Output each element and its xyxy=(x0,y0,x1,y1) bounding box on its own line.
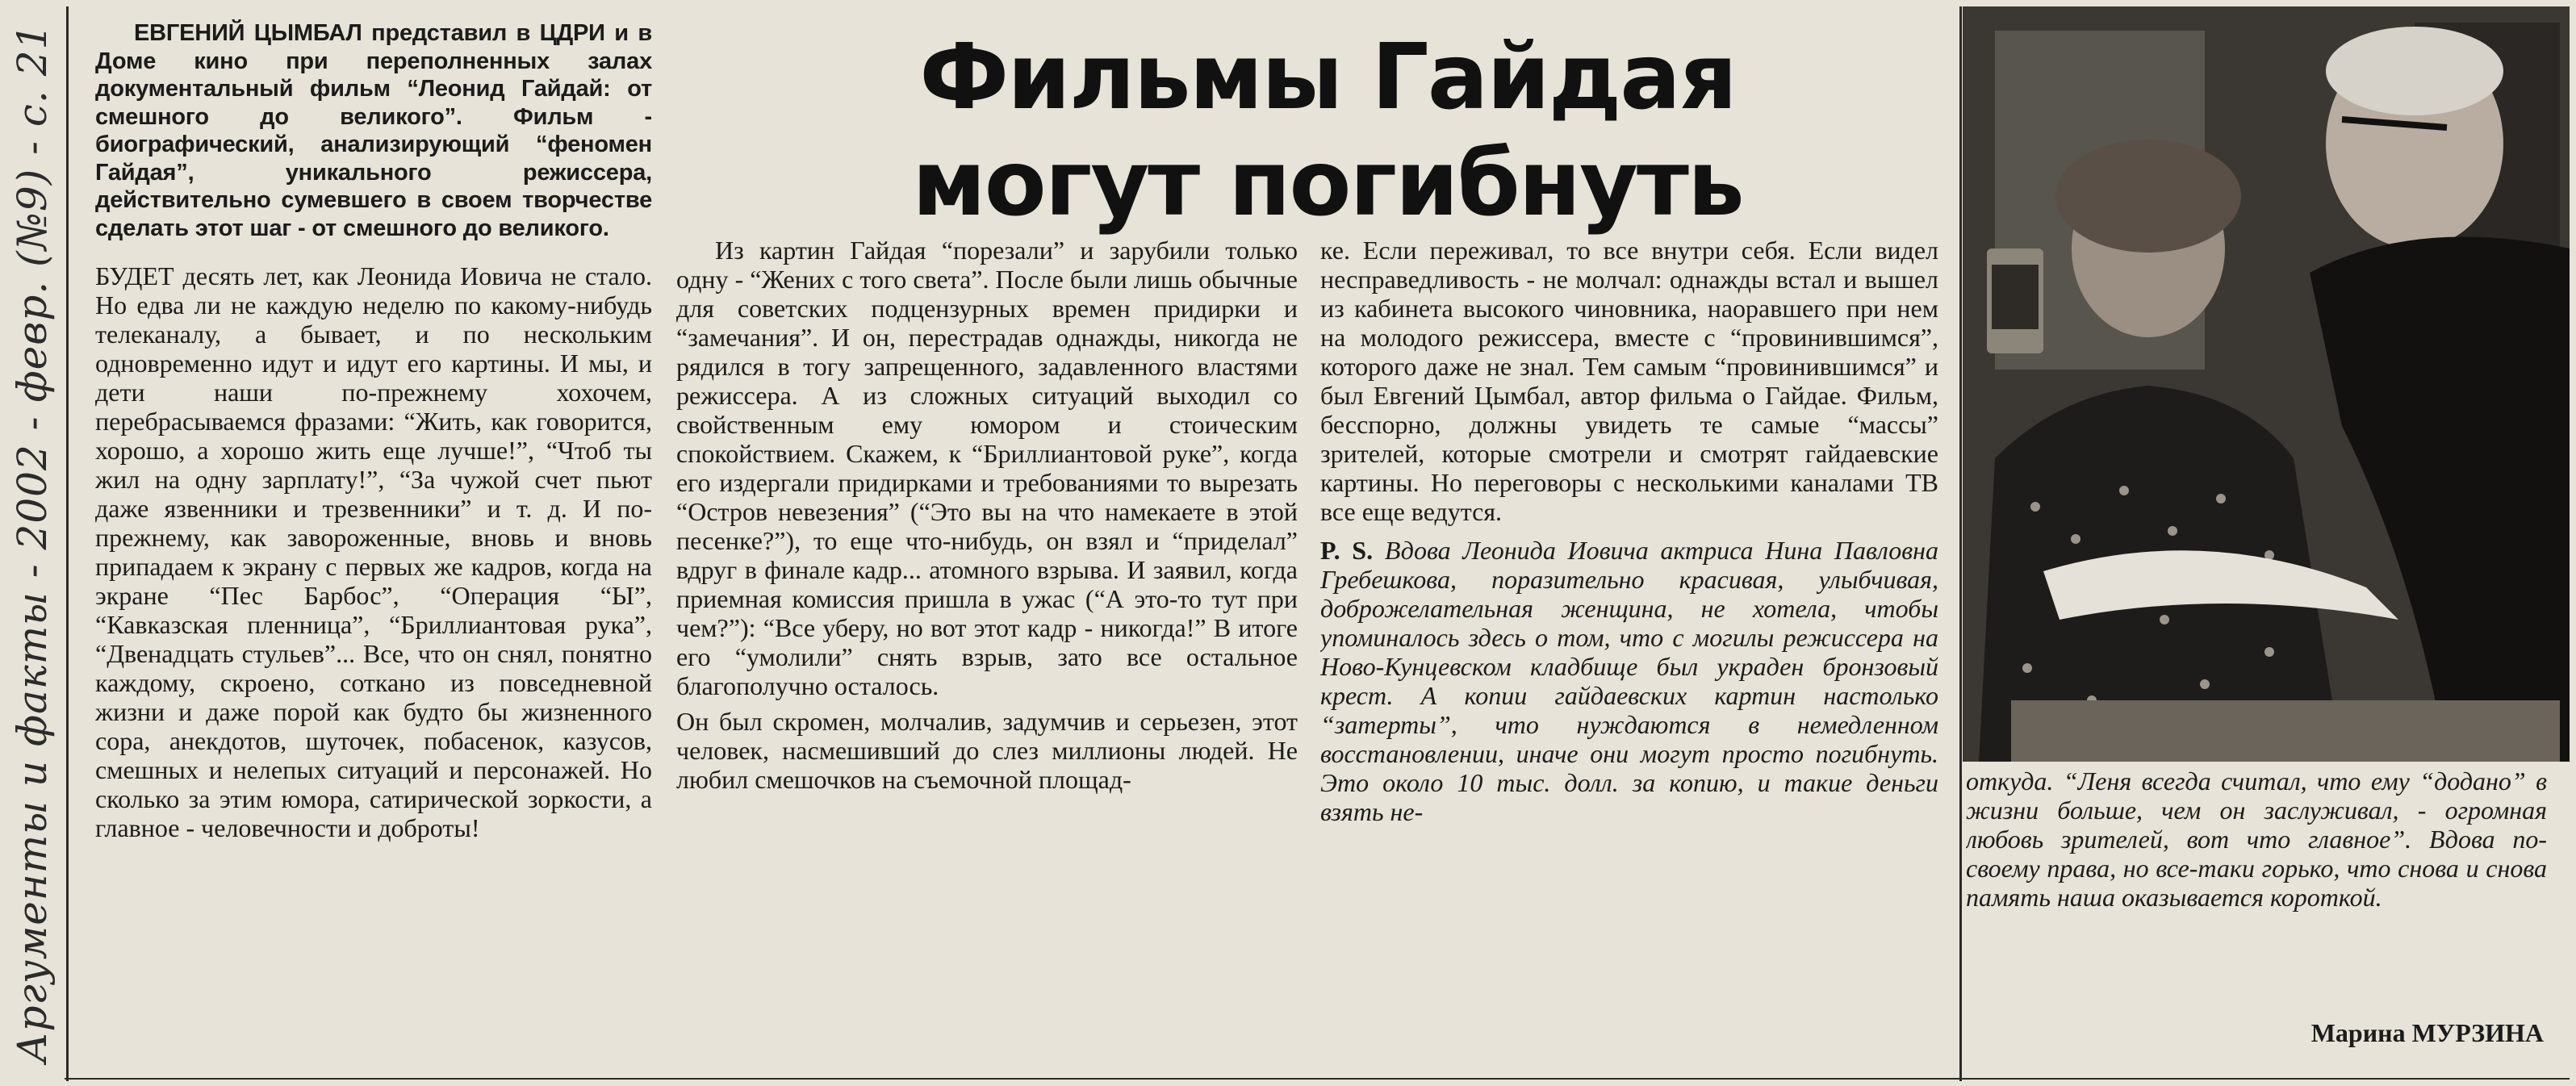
left-rule xyxy=(66,6,69,1081)
body-paragraph-1: БУДЕТ десять лет, как Леонида Иовича не стало. Но едва ли не каждую неделю по какому-нибудь телеканалу, а бывает, и по нескольким одновременно идут и идут его картины. И мы, и дети наши по-прежнему хохочем, перебрасываемся фразами: “Жить, как говорится, хорошо, а хорошо жить еще лучше!”, “Чтоб ты жил на одну зарплату!”, “За чужой счет пьют даже язвенники и трезвенники” и т. д. И по-прежнему, как завороженные, вновь и вновь припадаем к экрану с первых же кадров, когда на экране “Пес Барбос”, “Операция “Ы”, “Кавказская пленница”, “Бриллиантовая рука”, “Двенадцать стульев”... Все, что он снял, понятно каждому, скроено, соткано из повседневной жизни и даже порой как будто бы жизненного сора, анекдотов, шуточек, побасенок, казусов, смешных и нелепых ситуаций и персонажей. Но сколько за этим юмора, сатирической зоркости, а главное - человечности и доброты! xyxy=(95,261,652,842)
headline xyxy=(730,24,1925,237)
column-3 xyxy=(1320,236,1938,1075)
headline-line-2: могут погибнуть xyxy=(912,132,1743,236)
bottom-rule xyxy=(65,1078,2570,1080)
handwritten-margin-note xyxy=(0,0,65,1086)
photo-illustration xyxy=(1963,6,2570,762)
margin-note-text: Аргументы и факты - 2002 - февр. (№9) - с. 21 xyxy=(9,23,56,1063)
ps-label: P. S. xyxy=(1320,536,1374,565)
headline-line-1: Фильмы Гайдая xyxy=(919,25,1736,130)
ps-continued: откуда. “Леня всегда считал, что ему “додано” в жизни больше, чем он заслуживал, - огромная любовь зрителей, вот что главное”. Вдова по-своему права, но все-таки горько, что снова и снова память наша оказывается короткой. xyxy=(1966,766,2547,912)
ps-paragraph xyxy=(1320,536,1938,826)
column-2 xyxy=(676,236,1298,1075)
ps-text: Вдова Леонида Иовича актриса Нина Павловна Гребешкова, поразительно красивая, улыбчивая, доброжелательная женщина, не хотела, чтобы упоминалось здесь о том, что с могилы режиссера на Ново-Кунцевском кладбище был украден бронзовый крест. А копии гайдаевских картин настолько “затерты”, что нуждаются в немедленном восстановлении, иначе они могут просто погибнуть. Это около 10 тыс. долл. за копию, и такие деньги взять не- xyxy=(1320,536,1938,826)
column-1 xyxy=(95,19,652,1068)
column-4 xyxy=(1966,766,2547,1009)
lead-paragraph: ЕВГЕНИЙ ЦЫМБАЛ представил в ЦДРИ и в Доме кино при переполненных залах документальный фильм “Леонид Гайдай: от смешного до великого”. Фильм - биографический, анализирующий “феномен Гайдая”, уникального режиссера, действительно сумевшего в своем творчестве сделать этот шаг - от смешного до великого. xyxy=(95,20,652,241)
photo-rule xyxy=(1959,6,1962,1081)
body-paragraph-4: ке. Если переживал, то все внутри себя. Если видел несправедливость - не молчал: однажды встал и вышел из кабинета высокого чиновника, наоравшего при нем на молодого режиссера, вместе с “провинившимся”, которого даже не знал. Тем самым “провинившимся” и был Евгений Цымбал, автор фильма о Гайдае. Фильм, бесспорно, должны увидеть те самые “массы” зрителей, которые смотрели и смотрят гайдаевские картины. Но переговоры с несколькими каналами ТВ все еще ведутся. xyxy=(1320,236,1938,526)
body-paragraph-3: Он был скромен, молчалив, задумчив и серьезен, этот человек, насмешивший до слез миллионы людей. Не любил смешочков на съемочной площад- xyxy=(676,707,1298,794)
body-paragraph-2: Из картин Гайдая “порезали” и зарубили только одну - “Жених с того света”. После были лишь обычные для советских подцензурных времен придирки и “замечания”. И он, перестрадав однажды, никогда не рядился в тогу запрещенного, задавленного властями режиссера. А из сложных ситуаций выходил со свойственным ему юмором и стоическим спокойствием. Скажем, к “Бриллиантовой руке”, когда его издергали придирками и требованиями то вырезать “Остров невезения” (“Это вы на что намекаете в этой песенке?”), то еще что-нибудь, он взял и “приделал” вдруг в финале кадр... атомного взрыва. И заявил, когда приемная комиссия пришла в ужас (“А это-то тут при чем?”): “Все уберу, но вот этот кадр - никогда!” В итоге его “умолили” снять взрыв, зато все остальное благополучно осталось. xyxy=(676,236,1298,700)
photo-gaidai-widow xyxy=(1963,6,2570,762)
author-byline: Марина МУРЗИНА xyxy=(2310,1018,2544,1047)
